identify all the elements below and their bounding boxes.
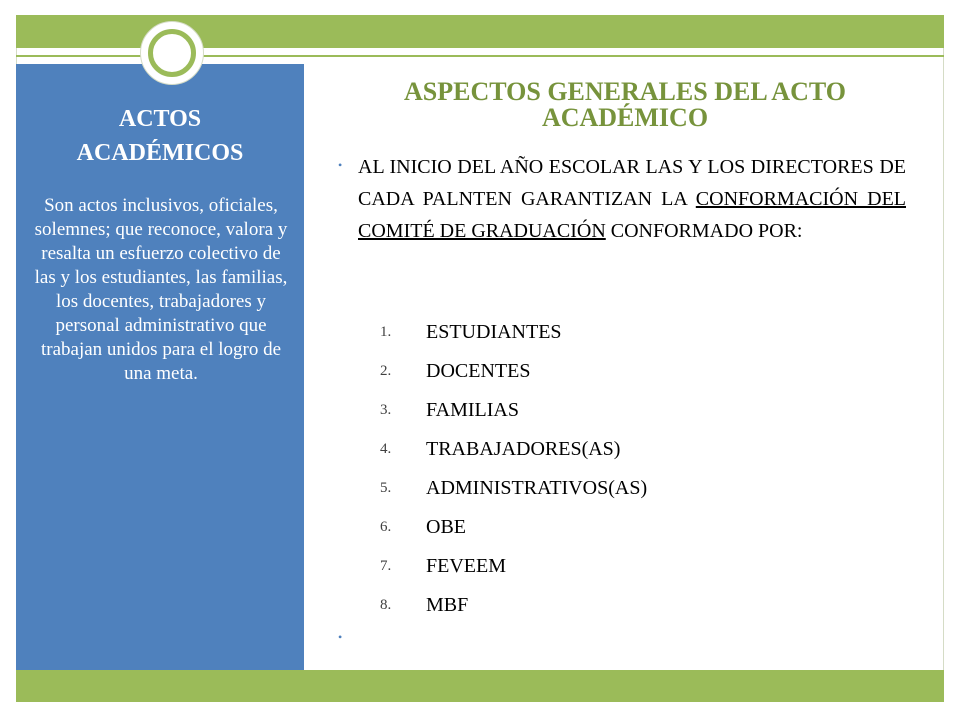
left-title-line1: ACTOS [118, 106, 202, 132]
list-item-number: 6. [380, 519, 392, 535]
list-item-text: FEVEEM [426, 555, 506, 577]
slide-title [320, 79, 930, 131]
slide-title-line2: ACADÉMICO [541, 103, 709, 132]
slide-title-line1: ASPECTOS GENERALES DEL ACTO [404, 77, 846, 106]
left-panel-title [16, 102, 304, 170]
list-item-number: 7. [380, 558, 392, 574]
list-item-text: DOCENTES [426, 360, 531, 382]
list-item [380, 391, 900, 430]
list-item-text: ESTUDIANTES [426, 321, 562, 343]
list-item [380, 430, 900, 469]
list-item-text: TRABAJADORES(AS) [426, 438, 621, 460]
bullet-text-underlined: CONFORMACIÓN DEL COMITÉ DE GRADUACIÓN [358, 188, 906, 242]
list-item [380, 547, 900, 586]
list-item-text: FAMILIAS [426, 399, 519, 421]
list-item-number: 8. [380, 597, 392, 613]
main-bullet-text [358, 151, 906, 247]
circle-ornament-icon [140, 21, 204, 85]
main-bullet [338, 151, 906, 247]
bottom-accent-bar [16, 670, 944, 702]
bullet-text-before: AL INICIO DEL AÑO ESCOLAR LAS Y LOS DIRECTORES DE CADA PALNTEN GARANTIZAN LA [358, 156, 906, 210]
bullet-dot-icon: • [338, 158, 343, 172]
list-item [380, 313, 900, 352]
list-item-text: MBF [426, 594, 469, 616]
list-item-number: 1. [380, 324, 392, 340]
list-item [380, 586, 900, 625]
list-item [380, 469, 900, 508]
list-item-number: 3. [380, 402, 392, 418]
list-item-text: ADMINISTRATIVOS(AS) [426, 477, 648, 499]
list-item-number: 5. [380, 480, 392, 496]
list-item [380, 508, 900, 547]
list-item-number: 2. [380, 363, 392, 379]
left-panel-description: Son actos inclusivos, oficiales, solemnes; que reconoce, valora y resalta un esfuerzo colectivo de las y los estudiantes, las familias, los docentes, trabajadores y personal administrativo que trabajan unidos para el logro de una meta. [34, 195, 288, 384]
circle-ring [148, 29, 196, 77]
list-item-text: OBE [426, 516, 466, 538]
list-item-number: 4. [380, 441, 392, 457]
left-title-line2: ACADÉMICOS [76, 140, 244, 166]
committee-members-list [380, 313, 900, 625]
empty-bullet-icon: • [338, 630, 343, 644]
bullet-text-after: CONFORMADO POR: [605, 220, 803, 242]
list-item [380, 352, 900, 391]
